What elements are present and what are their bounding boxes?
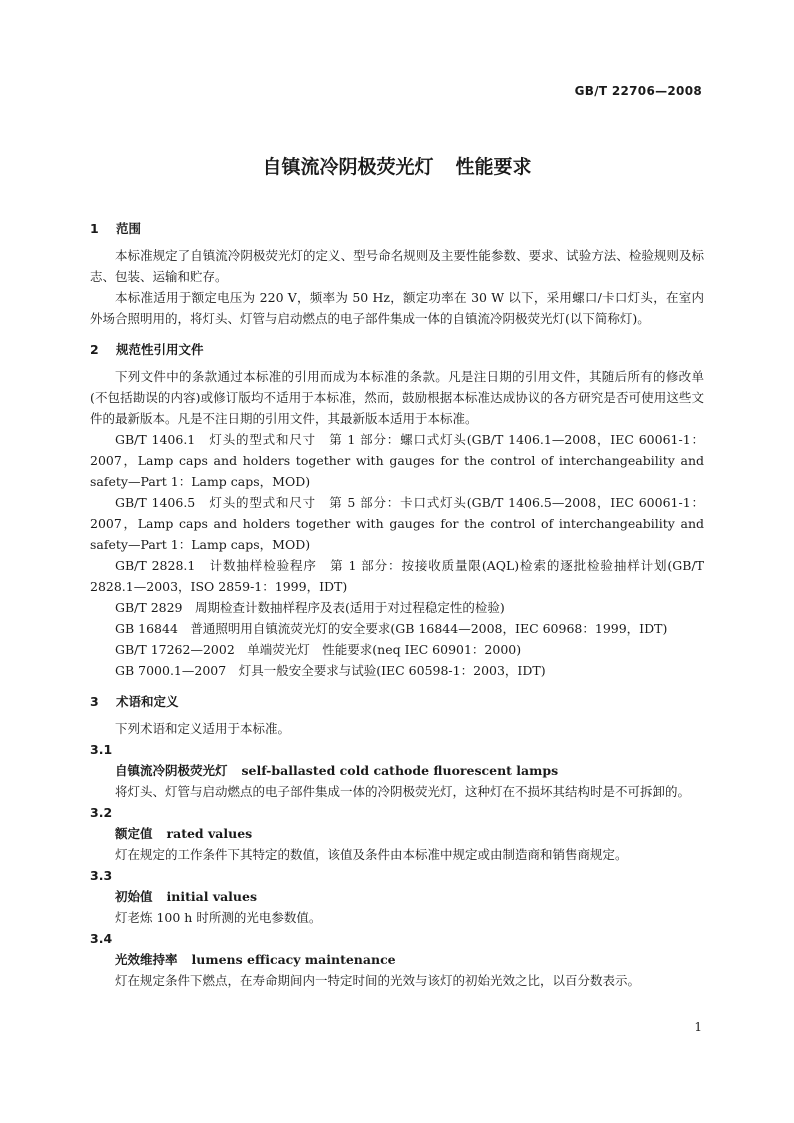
term-definition: 灯在规定条件下燃点，在寿命期间内一特定时间的光效与该灯的初始光效之比，以百分数表示。 [115,973,641,988]
document-title [0,152,794,179]
section-heading-terms-definitions: 3 术语和定义 [90,694,179,709]
term-definition: 将灯头、灯管与启动燃点的电子部件集成一体的冷阴极荧光灯，这种灯在不损坏其结构时是不可拆卸的。 [115,784,691,799]
term-number: 3.4 [90,931,113,946]
term-title: 初始值 initial values [115,889,258,904]
paragraph: 下列文件中的条款通过本标准的引用而成为本标准的条款。凡是注日期的引用文件，其随后所有的修改单(不包括勘误的内容)或修订版均不适用于本标准，然而，鼓励根据本标准达成协议的各方研究是否可使用这些文件的最新版本。凡是不注日期的引用文件，其最新版本适用于本标准。 [90,369,704,426]
term-number: 3.3 [90,868,113,883]
term-title: 额定值 rated values [115,826,253,841]
term-definition: 灯老炼 100 h 时所测的光电参数值。 [115,910,322,925]
page-number: 1 [694,1020,702,1034]
term-definition: 灯在规定的工作条件下其特定的数值，该值及条件由本标准中规定或由制造商和销售商规定。 [115,847,628,862]
paragraph: 下列术语和定义适用于本标准。 [115,721,291,736]
reference-item: GB/T 1406.1 灯头的型式和尺寸 第 1 部分：螺口式灯头(GB/T 1406.1—2008，IEC 60061-1：2007，Lamp caps and holders together with gauges for the control of interchangeability and safety—Part 1：Lamp caps，MOD) [90,432,704,489]
paragraph: 本标准规定了自镇流冷阴极荧光灯的定义、型号命名规则及主要性能参数、要求、试验方法、检验规则及标志、包装、运输和贮存。 [90,248,704,284]
term-title: 光效维持率 lumens efficacy maintenance [115,952,396,967]
term-number: 3.2 [90,805,113,820]
standard-code: GB/T 22706—2008 [574,84,702,98]
term-title: 自镇流冷阴极荧光灯 self-ballasted cold cathode fluorescent lamps [115,763,559,778]
document-body [90,214,704,991]
reference-item: GB 7000.1—2007 灯具一般安全要求与试验(IEC 60598-1：2003，IDT) [115,663,546,678]
reference-item: GB/T 17262—2002 单端荧光灯 性能要求(neq IEC 60901：2000) [115,642,522,657]
paragraph: 本标准适用于额定电压为 220 V，频率为 50 Hz，额定功率在 30 W 以下，采用螺口/卡口灯头，在室内外场合照明用的，将灯头、灯管与启动燃点的电子部件集成一体的自镇流冷阴极荧光灯(以下简称灯)。 [90,290,704,326]
reference-item: GB/T 2829 周期检查计数抽样程序及表(适用于对过程稳定性的检验) [115,600,505,615]
reference-item: GB/T 2828.1 计数抽样检验程序 第 1 部分：按接收质量限(AQL)检索的逐批检验抽样计划(GB/T 2828.1—2003，ISO 2859-1：1999，IDT) [90,558,704,594]
reference-item: GB/T 1406.5 灯头的型式和尺寸 第 5 部分：卡口式灯头(GB/T 1406.5—2008，IEC 60061-1：2007，Lamp caps and holders together with gauges for the control of interchangeability and safety—Part 1：Lamp caps，MOD) [90,495,704,552]
title-sub: 性能要求 [455,156,532,178]
section-heading-scope: 1 范围 [90,221,142,236]
title-main: 自镇流冷阴极荧光灯 [262,156,434,178]
section-heading-normative-references: 2 规范性引用文件 [90,342,204,357]
reference-item: GB 16844 普通照明用自镇流荧光灯的安全要求(GB 16844—2008，IEC 60968：1999，IDT) [115,621,668,636]
term-number: 3.1 [90,742,113,757]
